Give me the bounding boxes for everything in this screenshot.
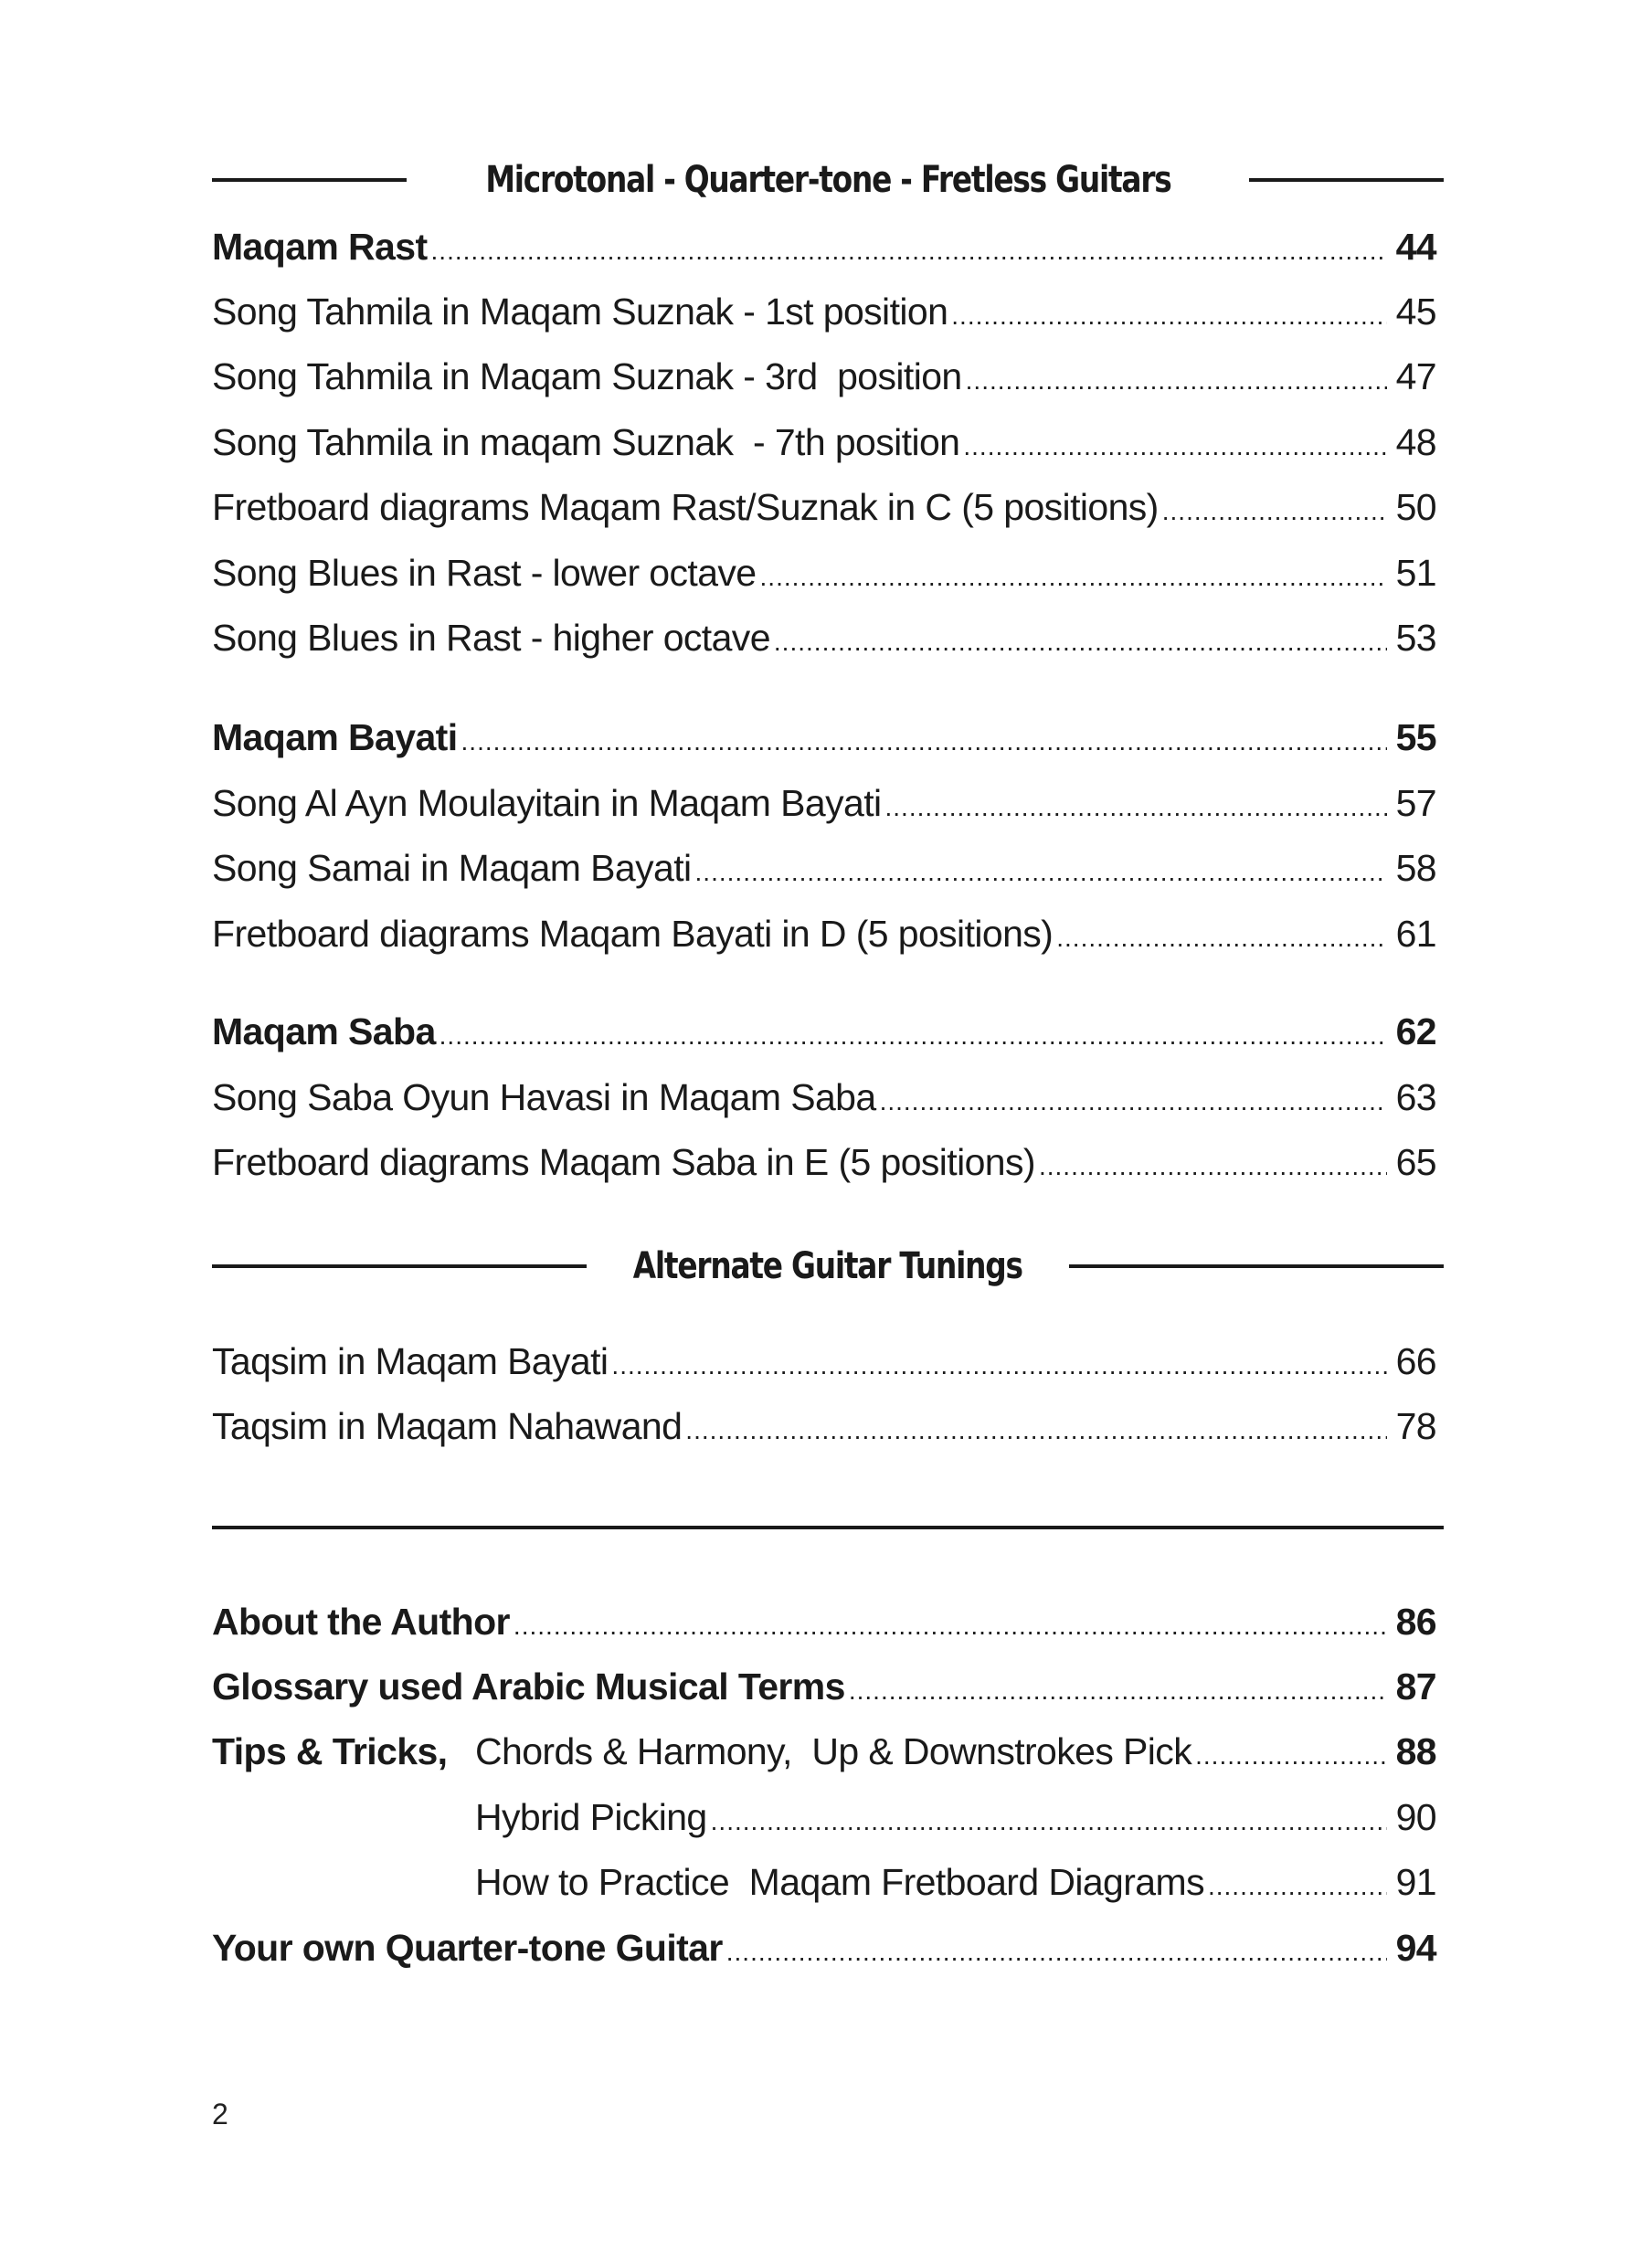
- dot-leader: [963, 421, 1387, 472]
- dot-leader: [685, 1405, 1387, 1456]
- entry-title: Song Blues in Rast - lower octave: [212, 552, 757, 594]
- dot-leader: [711, 1796, 1387, 1847]
- entry-title: Your own Quarter-tone Guitar: [212, 1927, 723, 1969]
- toc-entry[interactable]: [212, 777, 1436, 829]
- toc-entry-hybrid-picking[interactable]: [212, 1792, 1436, 1843]
- entry-page: 48: [1395, 421, 1436, 463]
- dot-leader: [695, 847, 1387, 898]
- entry-title: Glossary used Arabic Musical Terms: [212, 1665, 845, 1708]
- page-number: 2: [212, 2098, 228, 2130]
- dot-leader: [1195, 1730, 1387, 1782]
- entry-title: Song Samai in Maqam Bayati: [212, 847, 692, 889]
- dot-leader: [966, 355, 1387, 407]
- dot-leader: [849, 1665, 1387, 1717]
- entry-title: Chords & Harmony, Up & Downstrokes Pick: [475, 1730, 1192, 1772]
- entry-page: 58: [1395, 847, 1436, 889]
- header-rule-left: [212, 178, 407, 182]
- dot-leader: [1056, 913, 1387, 964]
- header-rule-left: [212, 1264, 587, 1268]
- entry-title: How to Practice Maqam Fretboard Diagrams: [475, 1861, 1204, 1903]
- entry-title: Song Tahmila in Maqam Suznak - 1st position: [212, 291, 948, 333]
- toc-entry-maqam-rast[interactable]: [212, 221, 1436, 272]
- tips-prefix: Tips & Tricks,: [212, 1730, 448, 1772]
- entry-page: 63: [1395, 1076, 1436, 1118]
- dot-leader: [880, 1076, 1387, 1127]
- entry-page: 88: [1395, 1730, 1436, 1772]
- toc-entry[interactable]: [212, 286, 1436, 337]
- dot-leader: [1162, 486, 1387, 537]
- toc-entry[interactable]: [212, 1072, 1436, 1123]
- toc-entry-tips-chords[interactable]: [212, 1726, 1436, 1777]
- entry-page: 62: [1395, 1010, 1436, 1052]
- entry-title: Taqsim in Maqam Nahawand: [212, 1405, 683, 1447]
- toc-entry-maqam-bayati[interactable]: [212, 712, 1436, 763]
- entry-page: 50: [1395, 486, 1436, 528]
- toc-entry[interactable]: [212, 1137, 1436, 1188]
- dot-leader: [611, 1340, 1387, 1391]
- entry-title: Fretboard diagrams Maqam Bayati in D (5 positions): [212, 913, 1054, 955]
- entry-page: 78: [1395, 1405, 1436, 1447]
- entry-title: Taqsim in Maqam Bayati: [212, 1340, 609, 1382]
- dot-leader: [760, 552, 1387, 603]
- header-rule-right: [1069, 1264, 1444, 1268]
- dot-leader: [774, 617, 1387, 668]
- entry-page: 91: [1395, 1861, 1436, 1903]
- dot-leader: [431, 226, 1387, 277]
- entry-title: Fretboard diagrams Maqam Rast/Suznak in C (5 positions): [212, 486, 1159, 528]
- entry-page: 45: [1395, 291, 1436, 333]
- entry-title: Hybrid Picking: [475, 1796, 707, 1838]
- entry-title: Song Al Ayn Moulayitain in Maqam Bayati: [212, 782, 882, 824]
- entry-title: Song Tahmila in Maqam Suznak - 3rd position: [212, 355, 962, 397]
- entry-page: 90: [1395, 1796, 1436, 1838]
- entry-page: 53: [1395, 617, 1436, 659]
- dot-leader: [514, 1601, 1387, 1652]
- entry-title: Fretboard diagrams Maqam Saba in E (5 positions): [212, 1141, 1035, 1183]
- dot-leader: [461, 716, 1387, 767]
- entry-title: Maqam Bayati: [212, 716, 458, 758]
- section-divider: [212, 1526, 1444, 1529]
- toc-entry[interactable]: [212, 842, 1436, 893]
- toc-entry[interactable]: [212, 351, 1436, 402]
- toc-entry[interactable]: [212, 417, 1436, 468]
- entry-page: 66: [1395, 1340, 1436, 1382]
- toc-entry-maqam-saba[interactable]: [212, 1006, 1436, 1057]
- entry-title: Song Tahmila in maqam Suznak - 7th position: [212, 421, 960, 463]
- toc-entry-about-author[interactable]: [212, 1596, 1436, 1647]
- entry-page: 86: [1395, 1601, 1436, 1643]
- entry-title: Maqam Rast: [212, 226, 428, 268]
- entry-title: Song Saba Oyun Havasi in Maqam Saba: [212, 1076, 876, 1118]
- dot-leader: [1208, 1861, 1387, 1912]
- section-header-alternate-tunings: [212, 1239, 1444, 1294]
- entry-page: 57: [1395, 782, 1436, 824]
- dot-leader: [726, 1927, 1387, 1978]
- dot-leader: [951, 291, 1387, 342]
- toc-entry[interactable]: [212, 612, 1436, 663]
- dot-leader: [885, 782, 1388, 833]
- entry-page: 55: [1395, 716, 1436, 758]
- section-title: Alternate Guitar Tunings: [632, 1245, 1023, 1287]
- entry-page: 61: [1395, 913, 1436, 955]
- entry-page: 44: [1395, 226, 1436, 268]
- entry-page: 87: [1395, 1665, 1436, 1708]
- entry-page: 94: [1395, 1927, 1436, 1969]
- toc-entry[interactable]: [212, 547, 1436, 598]
- header-rule-right: [1249, 178, 1444, 182]
- section-title: Microtonal - Quarter-tone - Fretless Guitars: [484, 159, 1171, 201]
- entry-page: 65: [1395, 1141, 1436, 1183]
- entry-page: 47: [1395, 355, 1436, 397]
- toc-entry[interactable]: [212, 908, 1436, 959]
- dot-leader: [439, 1010, 1387, 1062]
- toc-entry-how-to-practice[interactable]: [212, 1856, 1436, 1908]
- toc-entry[interactable]: [212, 1336, 1436, 1387]
- entry-title: Maqam Saba: [212, 1010, 436, 1052]
- toc-entry-glossary[interactable]: [212, 1661, 1436, 1712]
- entry-title: Song Blues in Rast - higher octave: [212, 617, 770, 659]
- dot-leader: [1039, 1141, 1387, 1192]
- entry-page: 51: [1395, 552, 1436, 594]
- toc-entry[interactable]: [212, 481, 1436, 533]
- toc-entry-own-guitar[interactable]: [212, 1922, 1436, 1973]
- entry-title: About the Author: [212, 1601, 510, 1643]
- toc-entry[interactable]: [212, 1401, 1436, 1452]
- section-header-microtonal: [212, 153, 1444, 207]
